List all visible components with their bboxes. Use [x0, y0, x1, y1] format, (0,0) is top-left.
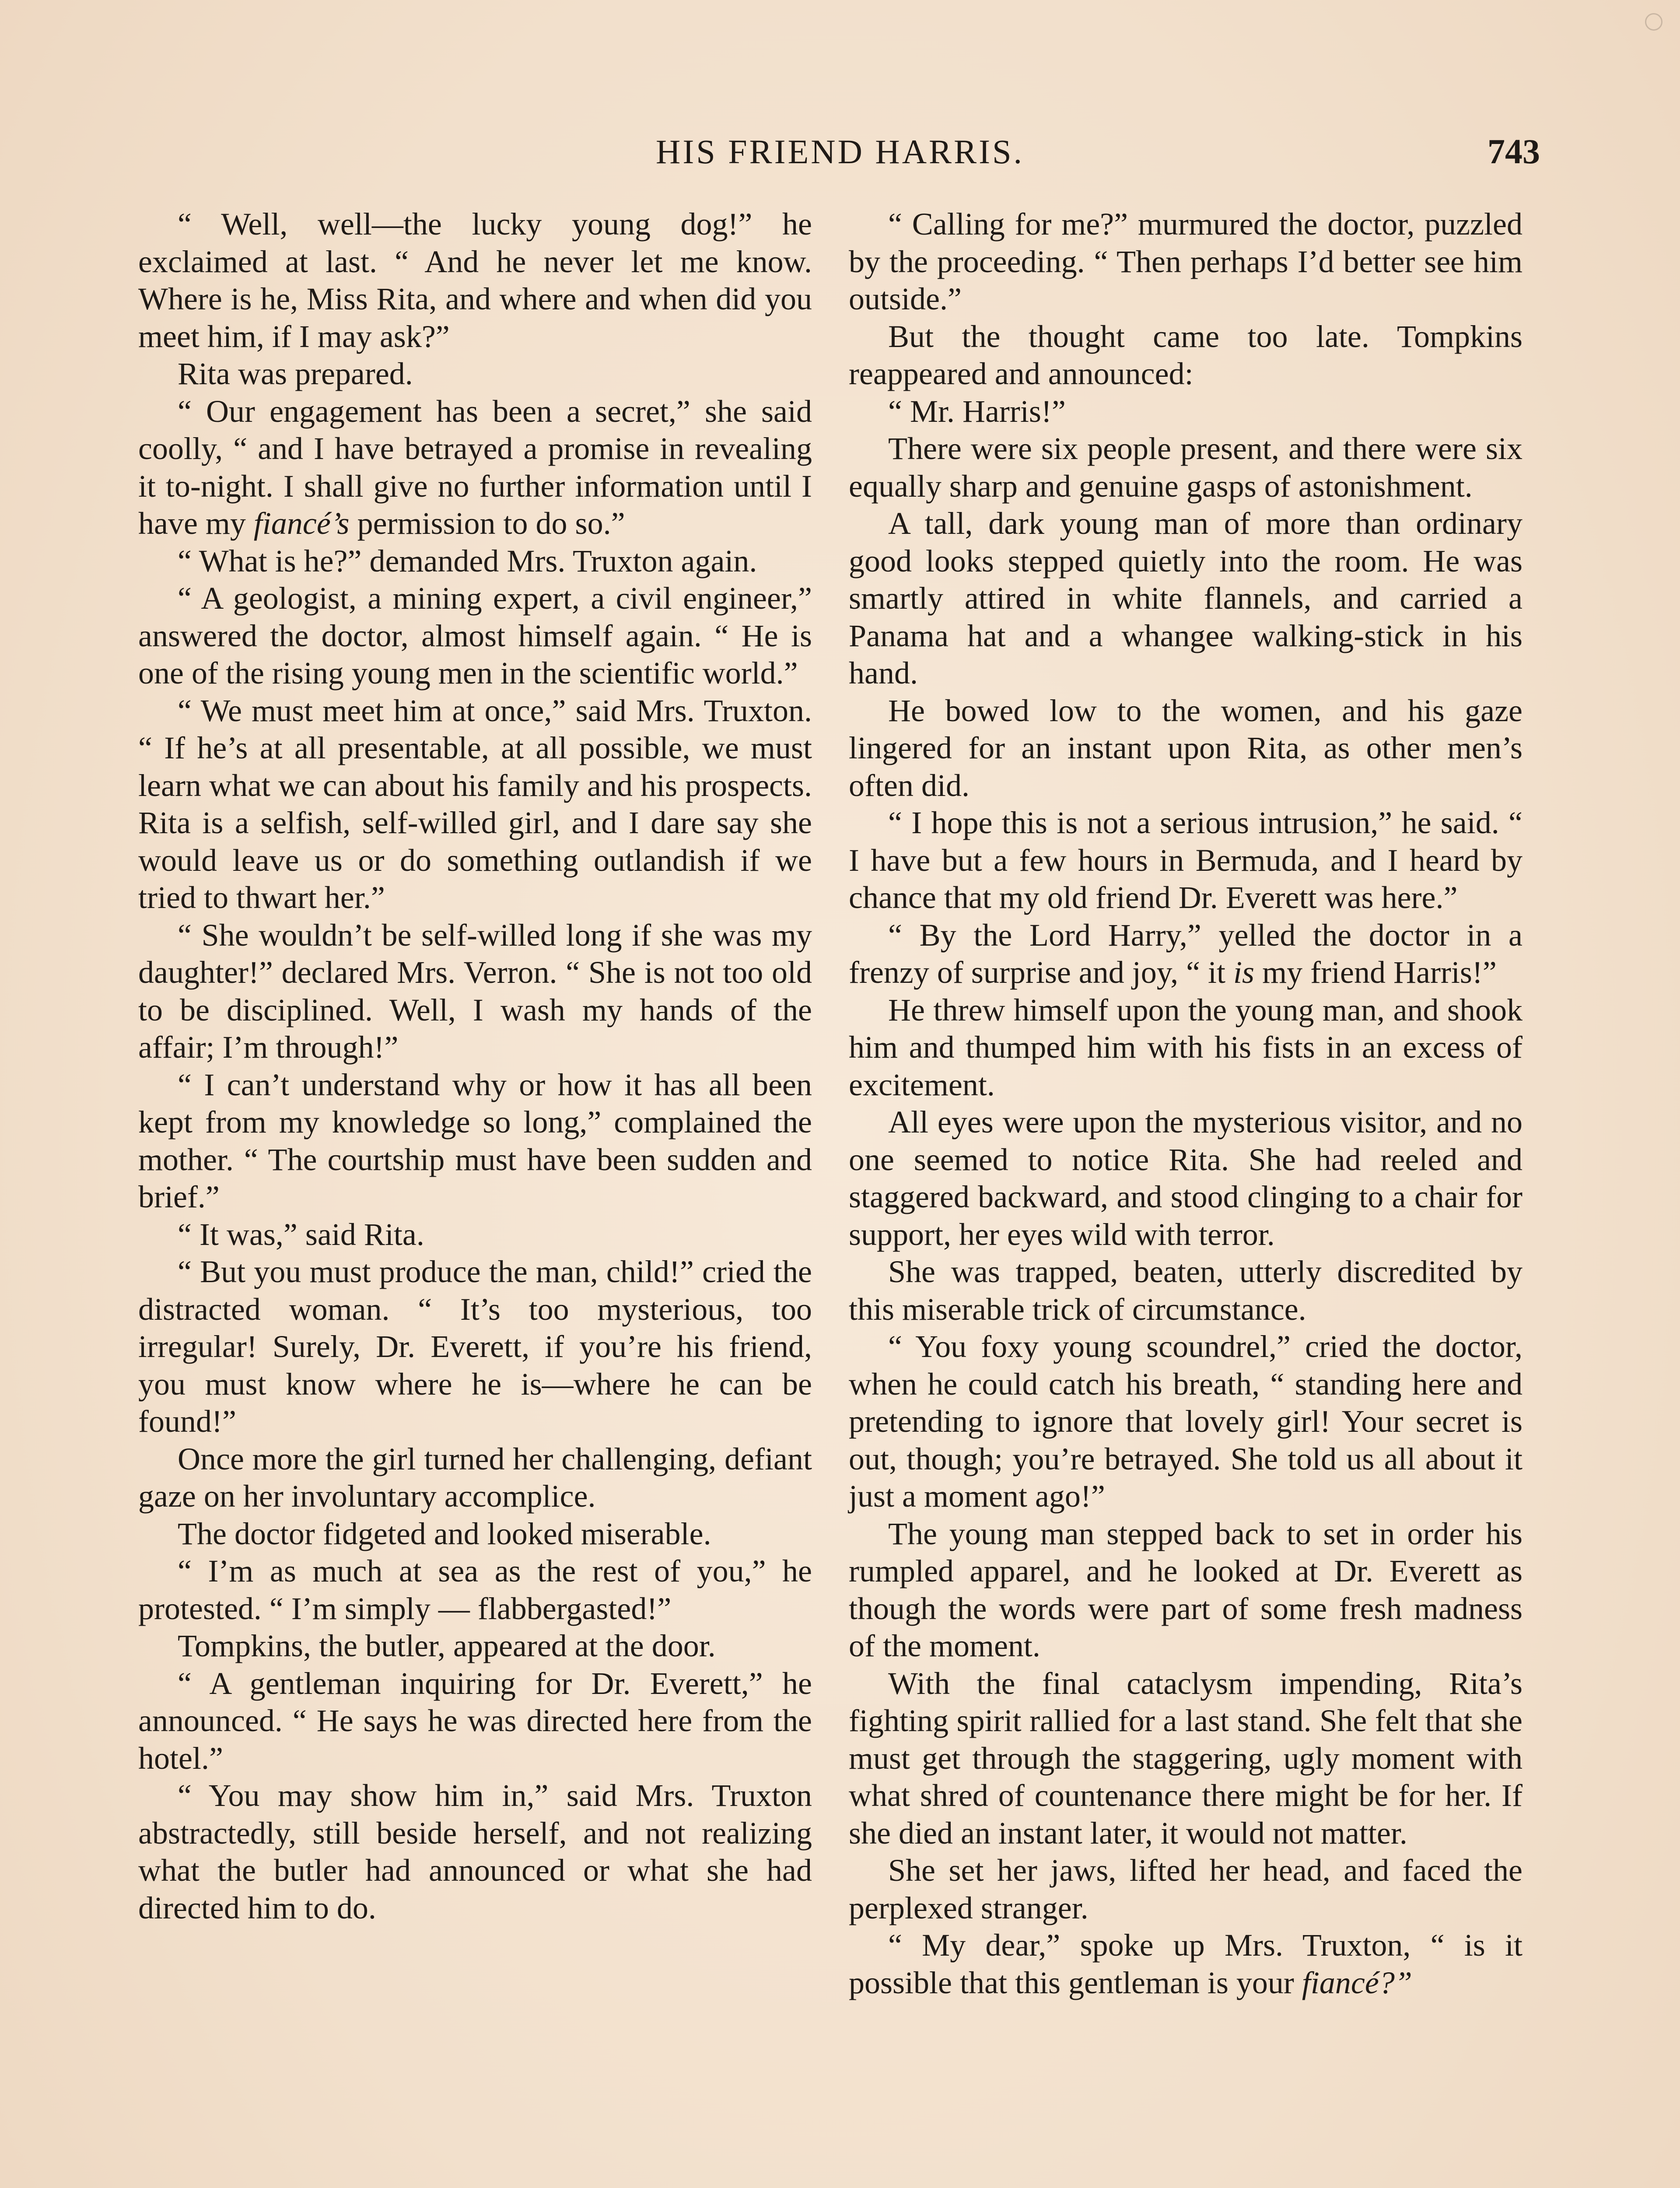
paragraph: “ What is he?” demanded Mrs. Truxton again.	[178, 543, 757, 579]
paragraph: She was trapped, beaten, utterly discredited by this miserable trick of circumstance.	[849, 1254, 1522, 1327]
paragraph: “ We must meet him at once,” said Mrs. Truxton. “ If he’s at all presentable, at all possible, we must learn what we can about his family and his prospects. Rita is a selfish, self-willed girl, and I dare say she would leave us or do something outlandish if we tried to thwart her.”	[138, 693, 812, 915]
paragraph: “ I’m as much at sea as the rest of you,” he protested. “ I’m simply — flabbergasted!”	[138, 1553, 812, 1626]
right-column	[849, 206, 1522, 2002]
paragraph-text: “ My dear,” spoke up Mrs. Truxton, “ is it possible that this gentleman is your	[849, 1928, 1522, 2000]
paragraph: He threw himself upon the young man, and shook him and thumped him with his fists in an excess of excitement.	[849, 992, 1522, 1102]
paragraph: “ A gentleman inquiring for Dr. Everett,” he announced. “ He says he was directed here from the hotel.”	[138, 1666, 812, 1776]
paragraph: “ You foxy young scoundrel,” cried the doctor, when he could catch his breath, “ standing here and pretending to ignore that lovely girl! Your secret is out, though; you’re betrayed. She told us all about it just a moment ago!”	[849, 1329, 1522, 1514]
italic-word: fiancé?”	[1302, 1965, 1412, 2000]
paragraph	[849, 917, 1522, 992]
paragraph: “ She wouldn’t be self-willed long if she was my daughter!” declared Mrs. Verron. “ She is not too old to be disciplined. Well, I wash my hands of the affair; I’m through!”	[138, 917, 812, 1065]
page-number: 743	[1488, 133, 1540, 171]
paragraph	[138, 393, 812, 543]
paragraph: “ You may show him in,” said Mrs. Truxton abstractedly, still beside herself, and not realizing what the butler had announced or what she had directed him to do.	[138, 1778, 812, 1925]
paragraph: Rita was prepared.	[178, 356, 413, 391]
page-corner-mark	[1645, 13, 1662, 31]
paragraph: “ It was,” said Rita.	[178, 1217, 424, 1252]
paragraph-text: “ Our engagement has been a secret,” she said coolly, “ and I have betrayed a promise in revealing it to-night. I shall give no further information until I have my	[138, 393, 812, 541]
paragraph: All eyes were upon the mysterious visitor, and no one seemed to notice Rita. She had reeled and staggered backward, and stood clinging to a chair for support, her eyes wild with terror.	[849, 1105, 1522, 1252]
paragraph: “ A geologist, a mining expert, a civil engineer,” answered the doctor, almost himself again. “ He is one of the rising young men in the scientific world.”	[138, 581, 812, 691]
paragraph: There were six people present, and there were six equally sharp and genuine gasps of astonishment.	[849, 431, 1522, 504]
paragraph: He bowed low to the women, and his gaze lingered for an instant upon Rita, as other men’s often did.	[849, 693, 1522, 803]
paragraph	[849, 1927, 1522, 2002]
paragraph-text: “ By the Lord Harry,” yelled the doctor in a frenzy of surprise and joy, “ it	[849, 917, 1522, 990]
paragraph: Once more the girl turned her challenging, defiant gaze on her involuntary accomplice.	[138, 1441, 812, 1514]
paragraph-text: permission to do so.”	[349, 506, 625, 541]
paragraph: Tompkins, the butler, appeared at the door.	[178, 1628, 716, 1663]
paragraph: “ I can’t understand why or how it has all been kept from my knowledge so long,” complained the mother. “ The courtship must have been sudden and brief.”	[138, 1067, 812, 1214]
page-header	[140, 128, 1540, 176]
paragraph: The doctor fidgeted and looked miserable.	[178, 1516, 711, 1551]
paragraph: With the final cataclysm impending, Rita’s fighting spirit rallied for a last stand. She felt that she must get through the staggering, ugly moment with what shred of countenance there might be for her. If she died an instant later, it would not matter.	[849, 1666, 1522, 1851]
paragraph: “ But you must produce the man, child!” cried the distracted woman. “ It’s too mysterious, too irregular! Surely, Dr. Everett, if you’re his friend, you must know where he is—where he can be found!”	[138, 1254, 812, 1439]
paragraph: The young man stepped back to set in order his rumpled apparel, and he looked at Dr. Everett as though the words were part of some fresh madness of the moment.	[849, 1516, 1522, 1663]
paragraph-text: my friend Harris!”	[1254, 955, 1497, 990]
italic-word: is	[1233, 955, 1255, 990]
paragraph: “ Mr. Harris!”	[888, 393, 1066, 429]
paragraph: But the thought came too late. Tompkins reappeared and announced:	[849, 319, 1522, 391]
paragraph: She set her jaws, lifted her head, and faced the perplexed stranger.	[849, 1853, 1522, 1925]
running-title: HIS FRIEND HARRIS.	[656, 133, 1024, 171]
paragraph: “ I hope this is not a serious intrusion,” he said. “ I have but a few hours in Bermuda, and I heard by chance that my old friend Dr. Everett was here.”	[849, 805, 1522, 915]
paragraph: “ Calling for me?” murmured the doctor, puzzled by the proceeding. “ Then perhaps I’d better see him outside.”	[849, 207, 1522, 316]
paragraph: “ Well, well—the lucky young dog!” he exclaimed at last. “ And he never let me know. Where is he, Miss Rita, and where and when did you meet him, if I may ask?”	[138, 207, 812, 354]
italic-word: fiancé’s	[253, 506, 350, 541]
left-column	[138, 206, 812, 1927]
paragraph: A tall, dark young man of more than ordinary good looks stepped quietly into the room. He was smartly attired in white flannels, and carried a Panama hat and a whangee walking-stick in his hand.	[849, 506, 1522, 691]
